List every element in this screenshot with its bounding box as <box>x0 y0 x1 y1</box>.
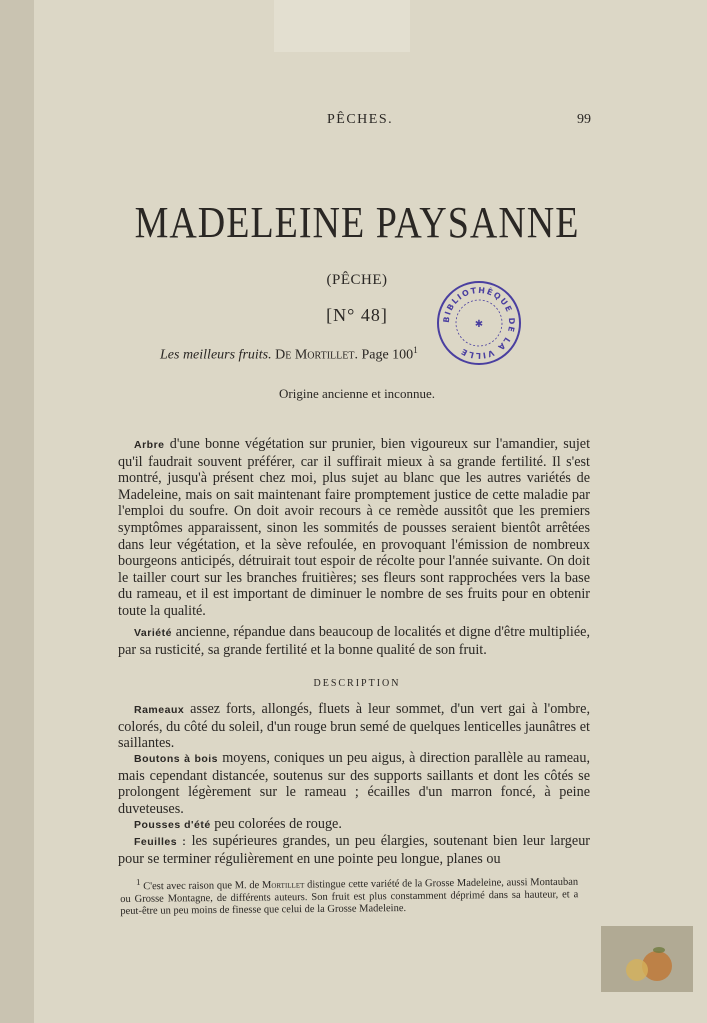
paragraph-boutons <box>118 750 590 817</box>
reference-source: Les meilleurs fruits. <box>160 347 272 363</box>
paragraph-pousses <box>118 816 590 834</box>
paragraph-rameaux <box>118 701 590 752</box>
lead-pousses: Pousses d'été <box>134 819 211 831</box>
subtitle: (PÊCHE) <box>326 272 388 288</box>
text-feuilles: les supérieures grandes, un peu élargies, soutenant bien leur largeur pour se terminer régulièrement en une pointe peu longue, planes ou <box>118 833 591 867</box>
origin-line: Origine ancienne et inconnue. <box>279 386 435 401</box>
lead-rameaux: Rameaux <box>134 704 185 716</box>
page-number: 99 <box>577 112 591 127</box>
variety-number: [N° 48] <box>326 305 388 325</box>
text-boutons: moyens, coniques un peu aigus, à direction parallèle au rameau, mais cependant distancée, soutenus sur des supports saillants et dont les côtés se prolongent légèrement sur le rameau ; écailles d'un marron foncé, à peine duveteuses. <box>118 750 590 817</box>
description-heading: DESCRIPTION <box>313 678 401 689</box>
footnote-mark: 1 <box>136 876 141 887</box>
reference-line <box>160 345 540 364</box>
paragraph-feuilles <box>118 833 590 867</box>
lead-arbre: Arbre <box>134 439 165 451</box>
text-rameaux: assez forts, allongés, fluets à leur sommet, d'un vert gai à l'ombre, colorés, du côté du soleil, d'un rouge brun semé de quelques lenticelles jaunâtres et saillantes. <box>118 701 590 752</box>
paragraph-variete <box>118 624 590 658</box>
footnote-author: Mortillet <box>261 879 305 892</box>
stamp-lettering: BIBLIOTHÈQUE DE LA VILLE <box>441 285 517 361</box>
reference-author: De Mortillet. <box>275 347 358 363</box>
paragraph-arbre <box>118 436 590 620</box>
page-title: MADELEINE PAYSANNE <box>134 198 580 248</box>
running-header: PÊCHES. <box>327 112 394 127</box>
lead-feuilles: Feuilles : <box>134 836 187 848</box>
stamp-star-icon: ✱ <box>474 319 484 330</box>
fruit-thumbnail <box>601 926 693 992</box>
text-pousses: peu colorées de rouge. <box>214 816 342 832</box>
text-variete: ancienne, répandue dans beaucoup de localités et digne d'être multipliée, par sa rusticité, sa grande fertilité et la bonne qualité de son fruit. <box>118 624 590 658</box>
footnote-text-b: distingue cette variété de la Grosse Madeleine, aussi Montauban ou Grosse Montagne, de différents auteurs. Son fruit est plus constamment déprimé dans sa hauteur, et a peut-être un peu moins de finesse que celui de la Grosse Madeleine. <box>120 876 579 918</box>
book-page <box>34 0 707 1023</box>
footnote <box>120 871 578 919</box>
text-arbre: d'une bonne végétation sur prunier, bien vigoureux sur l'amandier, sujet qu'il faudrait souvent préférer, car il suffirait mieux à sa grande fertilité. Il s'est montré, jusqu'à présent chez moi, plus sujet au blanc que les autres variétés de Madeleine, mais on sait maintenant faire promptement justice de cette maladie par l'emploi du soufre. On doit avoir recours à ce remède aussitôt que les premiers symptômes apparaissent, sinon les sommités de pousses seraient bientôt arrêtées dans leur végétation, et la sève refoulée, en provoquant l'émission de nombreux bourgeons anticipés, détruirait tout espoir de récolte pour l'année suivante. On doit le tailler court sur les branches fruitières; ses fleurs sont rapprochées vers la base du rameau, et il est important de diminuer le nombre de ses fruits pour en obtenir toute la qualité. <box>118 436 591 619</box>
footnote-text-a: C'est avec raison que M. de <box>143 880 260 893</box>
reference-page: Page 100 <box>361 347 414 363</box>
reference-note-mark: 1 <box>413 345 418 355</box>
lead-variete: Variété <box>134 627 172 639</box>
lead-boutons: Boutons à bois <box>134 753 219 765</box>
paper-tab <box>274 0 410 52</box>
